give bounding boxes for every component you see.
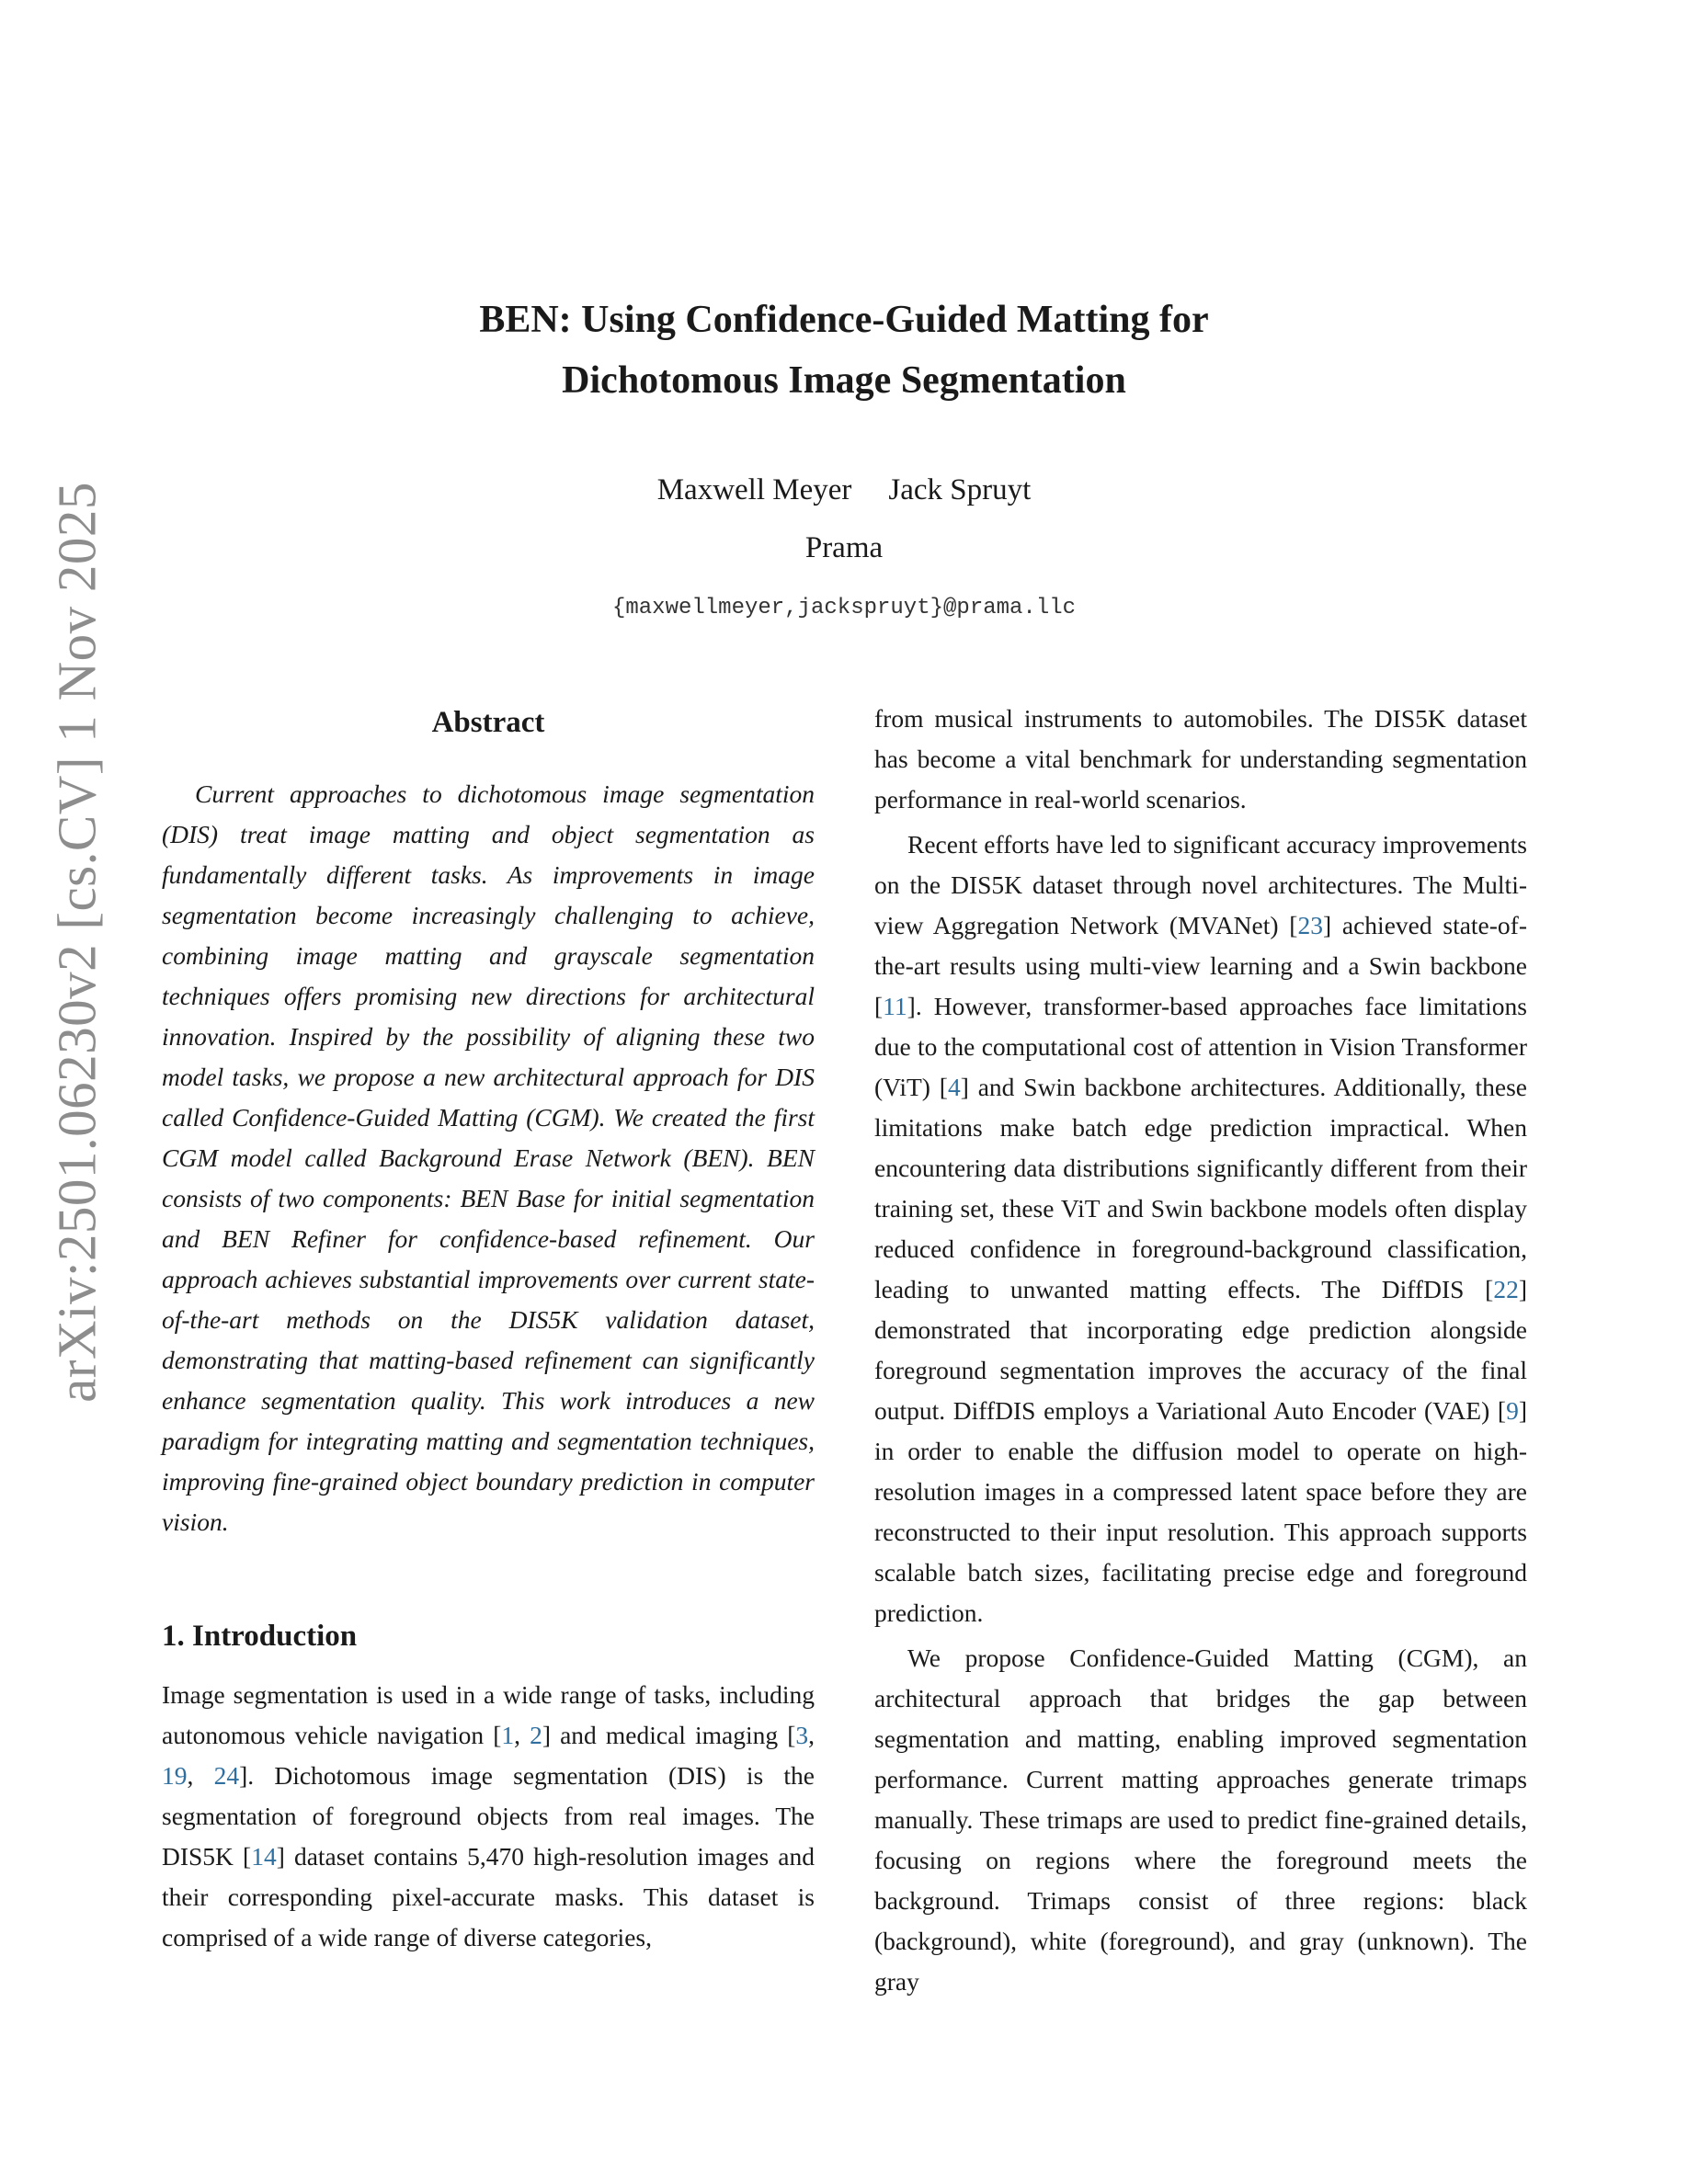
citation-link[interactable]: 4 [947,1073,961,1101]
citation-link[interactable]: 24 [213,1761,240,1790]
arxiv-stamp: arXiv:2501.06230v2 [cs.CV] 1 Nov 2025 [46,482,108,1403]
text-run: ] and medical imaging [ [542,1721,796,1749]
affiliation: Prama [804,531,884,564]
introduction-heading: 1. Introduction [162,1620,358,1653]
citation-link[interactable]: 9 [1506,1396,1519,1425]
abstract-heading: Abstract [431,706,545,739]
author-email[interactable]: {maxwellmeyer,jackspruyt}@prama.llc [611,596,1077,620]
citation-link[interactable]: 3 [795,1721,809,1749]
citation-link[interactable]: 19 [162,1761,188,1790]
abstract-text: Current approaches to dichotomous image segmentation (DIS) treat image matting and object segmentation as fundamentally different tasks. As improvements in image segmentation become increasingly challenging to achieve, combining image matting and grayscale segmentation techniques offers promising new directions for architectural innovation. Inspired by the possibility of aligning these two model tasks, we propose a new architectural approach for DIS called Confidence-Guided Matting (CGM). We created the first CGM model called Background Erase Network (BEN). BEN consists of two components: BEN Base for initial segmentation and BEN Refiner for confidence-based refinement. Our approach achieves substantial improvements over current state-of-the-art methods on the DIS5K validation dataset, demonstrating that matting-based refinement can significantly enhance segmentation quality. This work introduces a new paradigm for integrating matting and segmentation techniques, improving fine-grained object boundary prediction in computer vision. [162,779,815,1536]
citation-link[interactable]: 2 [530,1721,542,1749]
citation-link[interactable]: 23 [1297,911,1323,939]
author-list [0,473,1688,507]
text-run: Recent efforts have led to significant accuracy improvements on the DIS5K dataset through novel architectures. The Multi-view Aggregation Network (MVANet) [ [874,830,1527,939]
citation-link[interactable]: 1 [501,1721,515,1749]
author-name: Jack Spruyt [888,473,1032,506]
text-run: , [514,1721,530,1749]
text-run: ] dataset contains 5,470 high-resolution images and their corresponding pixel-accurate masks. This dataset is comprised of a wide range of diverse categories, [162,1842,815,1951]
text-run: ] achieved state-of-the-art results using multi-view learning and a Swin backbone [ [874,911,1527,1020]
text-run: Image segmentation is used in a wide range of tasks, including autonomous vehicle navigation [ [162,1680,815,1749]
title-line-1: BEN: Using Confidence-Guided Matting for [479,299,1209,341]
intro-paragraph-2 [874,825,1527,1633]
text-run: ] in order to enable the diffusion model to operate on high-resolution images in a compressed latent space before they are reconstructed to their input resolution. This approach supports scalable batch sizes, facilitating precise edge and foreground prediction. [874,1396,1527,1627]
intro-paragraph-1 [162,1675,815,1958]
author-name: Maxwell Meyer [656,473,852,506]
right-column [874,699,1527,2002]
text-run: ] demonstrated that incorporating edge prediction alongside foreground segmentation improves the accuracy of the final output. DiffDIS employs a Variational Auto Encoder (VAE) [ [874,1275,1527,1425]
citation-link[interactable]: 11 [883,992,907,1020]
text-run: , [808,1721,815,1749]
intro-paragraph-3: We propose Confidence-Guided Matting (CGM), an architectural approach that bridges the gap between segmentation and matting, enabling improved segmentation performance. Current matting approaches generate trimaps manually. These trimaps are used to predict fine-grained details, focusing on regions where the foreground meets the background. Trimaps consist of three regions: black (background), white (foreground), and gray (unknown). The gray [874,1644,1527,1996]
title-line-2: Dichotomous Image Segmentation [562,359,1126,402]
text-run: , [187,1761,214,1790]
text-run: ]. However, transformer-based approaches face limitations due to the computational cost of attention in Vision Transformer (ViT) [ [874,992,1527,1101]
left-column [162,699,815,1958]
text-run: ] and Swin backbone architectures. Additionally, these limitations make batch edge prediction impractical. When encountering data distributions significantly different from their training set, these ViT and Swin backbone models often display reduced confidence in foreground-background classification, leading to unwanted matting effects. The DiffDIS [ [874,1073,1527,1303]
intro-paragraph-1-continued: from musical instruments to automobiles. The DIS5K dataset has become a vital benchmark for understanding segmentation performance in real-world scenarios. [874,704,1527,813]
citation-link[interactable]: 14 [251,1842,277,1871]
paper-title [0,290,1688,411]
citation-link[interactable]: 22 [1493,1275,1519,1303]
text-run: ]. Dichotomous image segmentation (DIS) is the segmentation of foreground objects from real images. The DIS5K [ [162,1761,815,1871]
